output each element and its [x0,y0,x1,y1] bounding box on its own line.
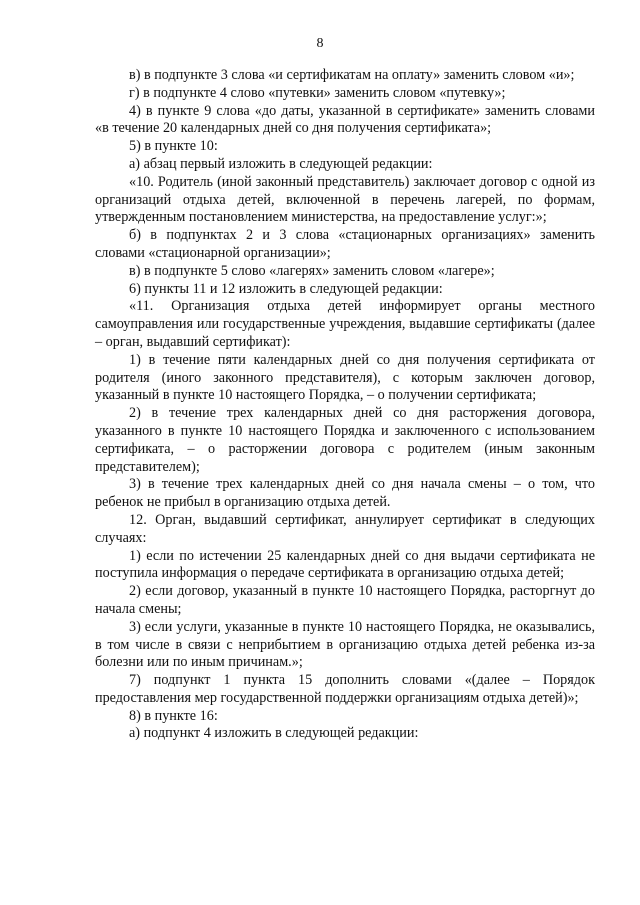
document-body [95,67,595,743]
paragraph-20: а) подпункт 4 изложить в следующей редакции: [129,725,419,742]
paragraph-3: 4) в пункте 9 слова «до даты, указанной в сертификате» заменить словами «в течение 20 календарных дней со дня получения сертификата»; [95,102,595,137]
paragraph-14: 12. Орган, выдавший сертификат, аннулирует сертификат в следующих случаях: [95,511,595,546]
paragraph-17: 3) если услуги, указанные в пункте 10 настоящего Порядка, не оказывались, в том числе в связи с неприбытием в организацию отдыха детей ребенка из-за болезни или по иным причинам.»; [95,618,595,671]
paragraph-10: «11. Организация отдыха детей информирует органы местного самоуправления или государственные учреждения, выдавшие сертификаты (далее – орган, выдавший сертификат): [95,298,595,350]
paragraph-12: 2) в течение трех календарных дней со дня расторжения договора, указанного в пункте 10 настоящего Порядка и заключенного с использованием сертификата, – о расторжении договора с родителем (иным законным представителем); [95,405,595,475]
paragraph-7: б) в подпунктах 2 и 3 слова «стационарных организациях» заменить словами «стационарной организации»; [95,227,595,261]
paragraph-16: 2) если договор, указанный в пункте 10 настоящего Порядка, расторгнут до начала смены; [95,583,595,617]
paragraph-18: 7) подпункт 1 пункта 15 дополнить словами «(далее – Порядок предоставления мер государственной поддержки организациям отдыха детей)»; [95,672,595,706]
page-number: 8 [316,36,324,51]
paragraph-13: 3) в течение трех календарных дней со дня начала смены – о том, что ребенок не прибыл в организацию отдыха детей. [95,476,595,511]
paragraph-1: в) в подпункте 3 слова «и сертификатам на оплату» заменить словом «и»; [129,67,575,83]
paragraph-8: в) в подпункте 5 слово «лагерях» заменить словом «лагере»; [129,262,495,279]
paragraph-6: «10. Родитель (иной законный представитель) заключает договор с одной из организаций отдыха детей, включенной в перечень лагерей, по формам, утвержденным постановлением министерства, на предоставление услуг:»; [95,173,595,226]
paragraph-15: 1) если по истечении 25 календарных дней со дня выдачи сертификата не поступила информация о передаче сертификата в организацию отдыха детей; [95,547,595,582]
paragraph-11: 1) в течение пяти календарных дней со дня получения сертификата от родителя (иного законного представителя), с которым заключен договор, указанный в пункте 10 настоящего Порядка, – о получении сертификата; [95,351,595,404]
paragraph-9: 6) пункты 11 и 12 изложить в следующей редакции: [129,280,443,297]
paragraph-19: 8) в пункте 16: [129,707,218,724]
paragraph-2: г) в подпункте 4 слово «путевки» заменить словом «путевку»; [129,84,506,101]
paragraph-4: 5) в пункте 10: [129,138,218,155]
paragraph-5: а) абзац первый изложить в следующей редакции: [129,155,433,172]
